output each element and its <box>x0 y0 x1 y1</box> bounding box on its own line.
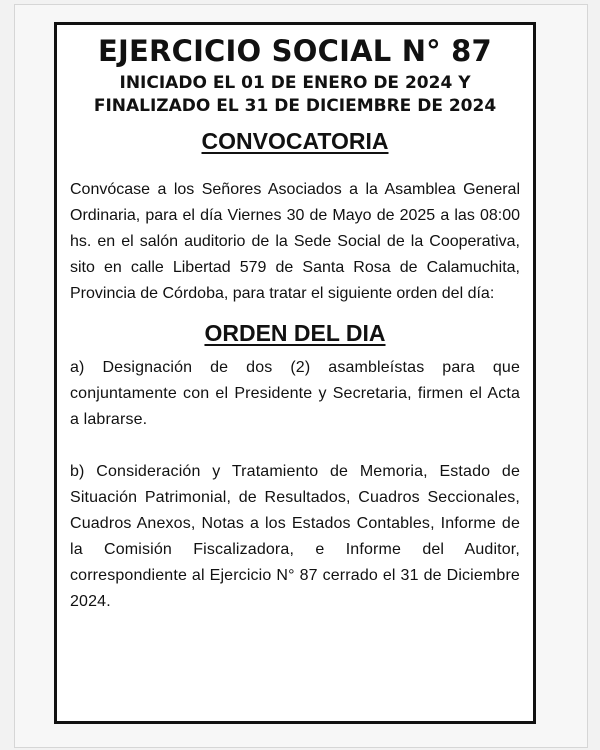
agenda-item-b: b) Consideración y Tratamiento de Memoria, Estado de Situación Patrimonial, de Resultados, Cuadros Seccionales, Cuadros Anexos, Notas a los Estados Contables, Informe de la Comisión Fiscalizadora, e Informe del Auditor, correspondiente al Ejercicio N° 87 cerrado el 31 de Diciembre 2024. <box>70 463 520 610</box>
document-content <box>70 34 520 615</box>
orden-del-dia-heading: ORDEN DEL DIA <box>204 320 386 346</box>
agenda-item-a: a) Designación de dos (2) asambleístas para que conjuntamente con el Presidente y Secretaria, firmen el Acta a labrarse. <box>70 359 520 428</box>
intro-paragraph: Convócase a los Señores Asociados a la Asamblea General Ordinaria, para el día Viernes 30 de Mayo de 2025 a las 08:00 hs. en el salón auditorio de la Sede Social de la Cooperativa, sito en calle Libertad 579 de Santa Rosa de Calamuchita, Provincia de Córdoba, para tratar el siguiente orden del día: <box>70 181 520 302</box>
convocatoria-heading: CONVOCATORIA <box>201 128 389 154</box>
document-title: EJERCICIO SOCIAL N° 87 <box>98 34 492 68</box>
document-subtitle: INICIADO EL 01 DE ENERO DE 2024 Y FINALIZADO EL 31 DE DICIEMBRE DE 2024 <box>93 73 497 116</box>
